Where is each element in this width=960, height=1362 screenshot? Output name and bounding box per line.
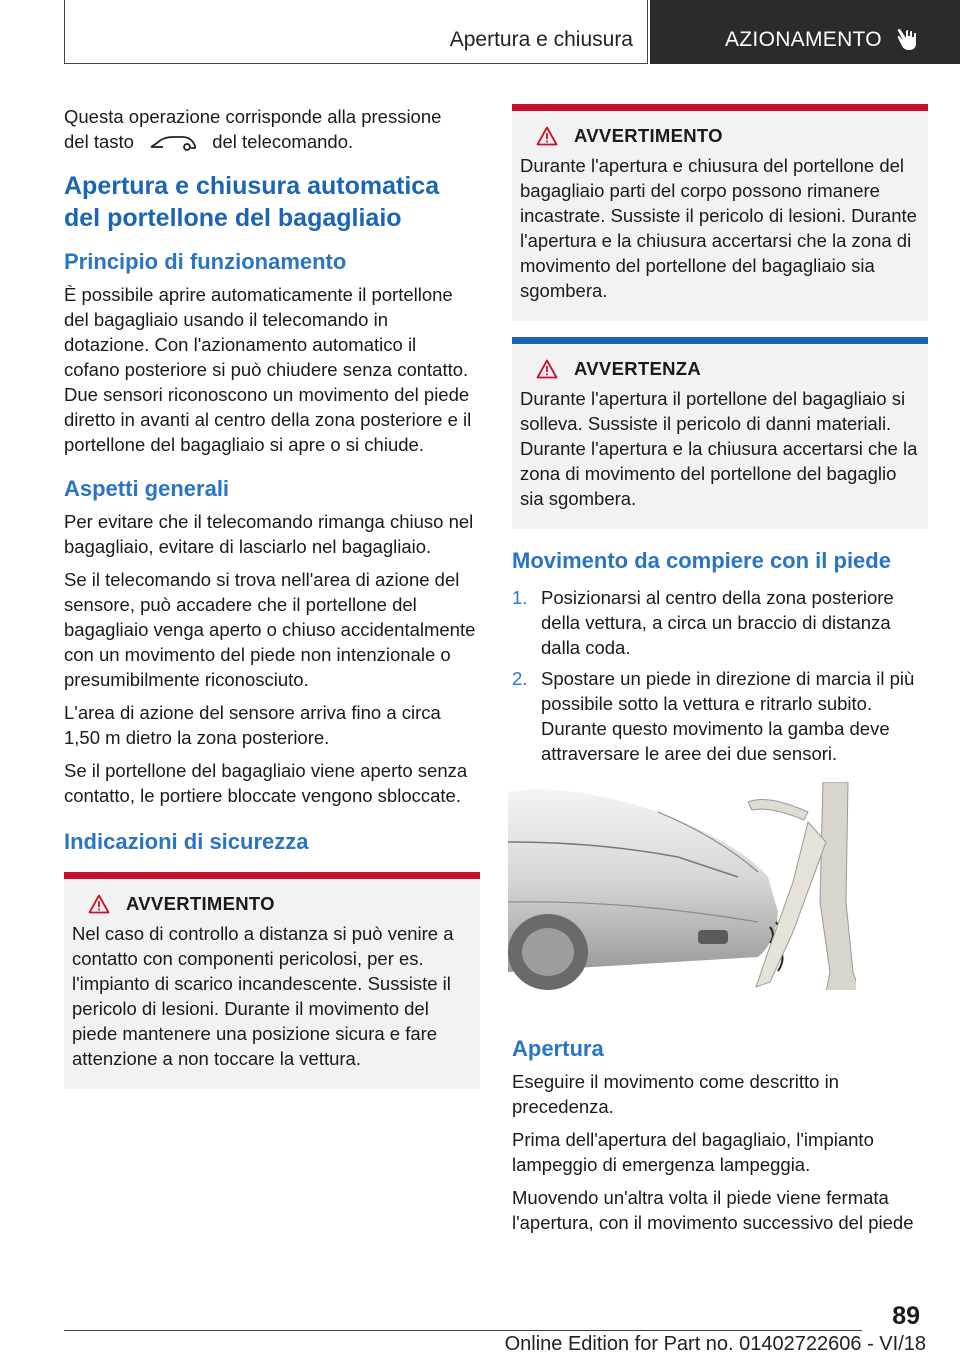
notice-title xyxy=(536,358,918,380)
left-column xyxy=(64,104,476,1105)
paragraph-general-2: Se il telecomando si trova nell'area di azione del sensore, può accadere che il portellone del bagagliaio venga aperto o chiuso accidentalmente con un movimento del piede non intenzionale o presumibilmente riconosciuto. xyxy=(64,569,476,690)
car-tailgate-icon xyxy=(149,133,197,151)
step-text: Spostare un piede in direzione di marcia il più possibile sotto la vettura e ritrarlo subito. Durante questo movimento la gamba deve attraversare le aree dei due sensori. xyxy=(541,668,915,764)
step-number: 2. xyxy=(512,668,528,689)
warning-title-text: AVVERTIMENTO xyxy=(126,893,275,914)
hand-pointer-icon xyxy=(896,26,920,52)
warning-box-left xyxy=(64,872,480,1089)
paragraph-opening-1: Eseguire il movimento come descritto in precedenza. xyxy=(512,1071,839,1117)
warning-text: Nel caso di controllo a distanza si può venire a contatto con componenti pericolosi, per es. l'impianto di scarico incandescente. Sussiste il pericolo di lesioni. Durante il movimento del piede mantenere una posizione sicura e fare attenzione a non toccare la vettura. xyxy=(72,923,454,1069)
warning-triangle-icon xyxy=(88,894,110,914)
notice-box-right xyxy=(512,337,928,529)
intro-line-2a: del tasto xyxy=(64,131,134,152)
list-item xyxy=(512,666,928,766)
notice-title-text: AVVERTENZA xyxy=(574,358,702,379)
footer-edition: Online Edition for Part no. 01402722606 - VI/18 xyxy=(504,1333,926,1355)
paragraph-general-1: Per evitare che il telecomando rimanga chiuso nel bagagliaio, evitare di lasciarlo nel bagagliaio. xyxy=(64,511,474,557)
header-section-box xyxy=(64,0,648,64)
section-title: Apertura e chiusura xyxy=(449,28,633,51)
steps-list xyxy=(512,585,928,766)
step-text: Posizionarsi al centro della zona posteriore della vettura, a circa un braccio di distanza dalla coda. xyxy=(541,587,894,658)
warning-triangle-icon xyxy=(536,126,558,146)
paragraph-general-4: Se il portellone del bagagliaio viene aperto senza contatto, le portiere bloccate vengono sbloccate. xyxy=(64,760,468,806)
intro-paragraph xyxy=(64,104,476,154)
heading-foot-movement: Movimento da compiere con il piede xyxy=(512,548,891,573)
warning-triangle-icon xyxy=(536,359,558,379)
warning-title xyxy=(536,125,918,147)
notice-text: Durante l'apertura il portellone del bagagliaio si solleva. Sussiste il pericolo di danni materiali. Durante l'apertura e la chiusura accertarsi che la zona di movimento del portellone del bagaglio sia sgombera. xyxy=(520,388,918,509)
intro-line-1: Questa operazione corrisponde alla pressione xyxy=(64,106,442,127)
paragraph-opening-2: Prima dell'apertura del bagagliaio, l'impianto lampeggio di emergenza lampeggia. xyxy=(512,1129,874,1175)
warning-title-text: AVVERTIMENTO xyxy=(574,125,723,146)
step-number: 1. xyxy=(512,587,528,608)
list-item xyxy=(512,585,928,660)
header-chapter-box xyxy=(650,0,960,64)
paragraph-opening-3: Muovendo un'altra volta il piede viene fermata l'apertura, con il movimento successivo del piede xyxy=(512,1187,914,1233)
paragraph-general-3: L'area di azione del sensore arriva fino a circa 1,50 m dietro la zona posteriore. xyxy=(64,702,441,748)
heading-automatic-tailgate: Apertura e chiusura automatica del portellone del bagagliaio xyxy=(64,172,440,232)
warning-title xyxy=(88,893,470,915)
right-column xyxy=(512,104,928,1243)
warning-box-right-1 xyxy=(512,104,928,321)
page-number: 89 xyxy=(892,1302,920,1330)
foot-gesture-illustration xyxy=(508,782,856,1002)
chapter-title: AZIONAMENTO xyxy=(725,28,882,51)
intro-line-2b: del telecomando. xyxy=(212,131,354,152)
heading-principle: Principio di funzionamento xyxy=(64,249,347,274)
warning-text: Durante l'apertura e chiusura del portellone del bagagliaio parti del corpo possono rimanere incastrate. Sussiste il pericolo di lesioni. Durante l'apertura e la chiusura accertarsi che la zona di movimento del portellone del bagagliaio sia sgombera. xyxy=(520,155,917,301)
paragraph-principle: È possibile aprire automaticamente il portellone del bagagliaio usando il telecomando in dotazione. Con l'azionamento automatico il cofano posteriore si può chiudere senza contatto. Due sensori riconoscono un movimento del piede diretto in avanti al centro della zona posteriore e il portellone del bagagliaio si apre o si chiude. xyxy=(64,284,472,455)
heading-opening: Apertura xyxy=(512,1036,604,1061)
footer-rule xyxy=(64,1330,862,1331)
heading-safety: Indicazioni di sicurezza xyxy=(64,829,309,854)
heading-general: Aspetti generali xyxy=(64,476,230,501)
